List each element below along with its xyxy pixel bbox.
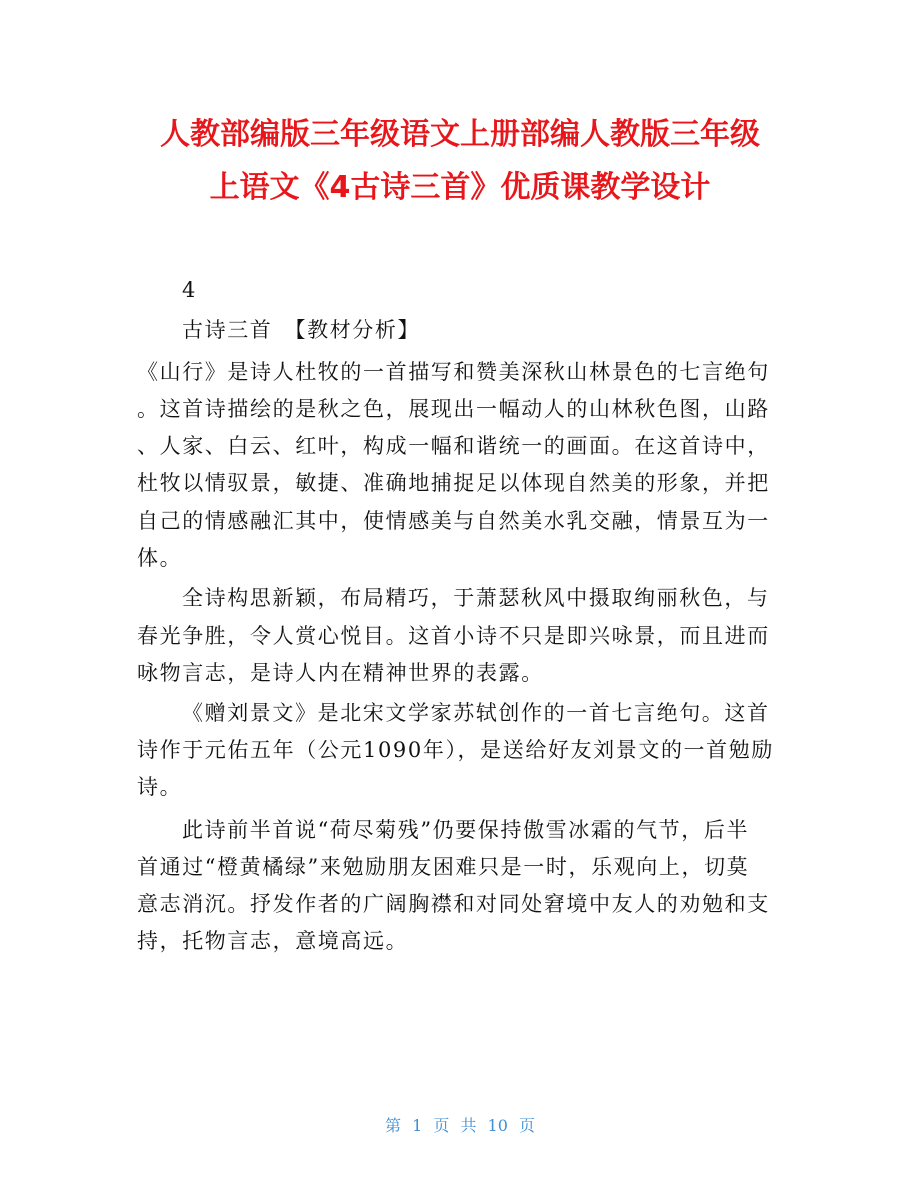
body-line: 首通过“橙黄橘绿”来勉励朋友困难只是一时，乐观向上，切莫 xyxy=(137,855,750,879)
page-number-footer: 第 1 页 共 10 页 xyxy=(385,1116,535,1135)
body-line: 春光争胜，令人赏心悦目。这首小诗不只是即兴咏景，而且进而 xyxy=(137,624,770,648)
body-line: 诗作于元佑五年（公元1090年），是送给好友刘景文的一首勉励 xyxy=(137,738,774,762)
body-line: 。这首诗描绘的是秋之色，展现出一幅动人的山林秋色图，山路 xyxy=(137,397,770,421)
body-line: 、人家、白云、红叶，构成一幅和谐统一的画面。在这首诗中， xyxy=(137,434,770,458)
body-line: 持，托物言志，意境高远。 xyxy=(137,929,409,953)
section-number: 4 xyxy=(182,278,197,302)
section-heading: 古诗三首 【教材分析】 xyxy=(182,318,421,342)
body-line: 意志消沉。抒发作者的广阔胸襟和对同处窘境中友人的劝勉和支 xyxy=(137,892,770,916)
document-title-line-1: 人教部编版三年级语文上册部编人教版三年级 xyxy=(160,117,760,152)
body-line: 此诗前半首说“荷尽菊残”仍要保持傲雪冰霜的气节，后半 xyxy=(182,818,750,842)
body-line: 诗。 xyxy=(137,775,183,799)
body-line: 《赠刘景文》是北宋文学家苏轼创作的一首七言绝句。这首 xyxy=(182,701,770,725)
body-line: 体。 xyxy=(137,546,183,570)
body-line: 全诗构思新颖，布局精巧，于萧瑟秋风中摄取绚丽秋色，与 xyxy=(182,586,770,610)
body-line: 自己的情感融汇其中，使情感美与自然美水乳交融，情景互为一 xyxy=(137,509,770,533)
document-title-line-2: 上语文《4古诗三首》优质课教学设计 xyxy=(209,170,711,205)
body-line: 咏物言志，是诗人内在精神世界的表露。 xyxy=(137,661,544,685)
body-line: 杜牧以情驭景，敏捷、准确地捕捉足以体现自然美的形象，并把 xyxy=(137,471,770,495)
body-line: 《山行》是诗人杜牧的一首描写和赞美深秋山林景色的七言绝句 xyxy=(137,360,770,384)
